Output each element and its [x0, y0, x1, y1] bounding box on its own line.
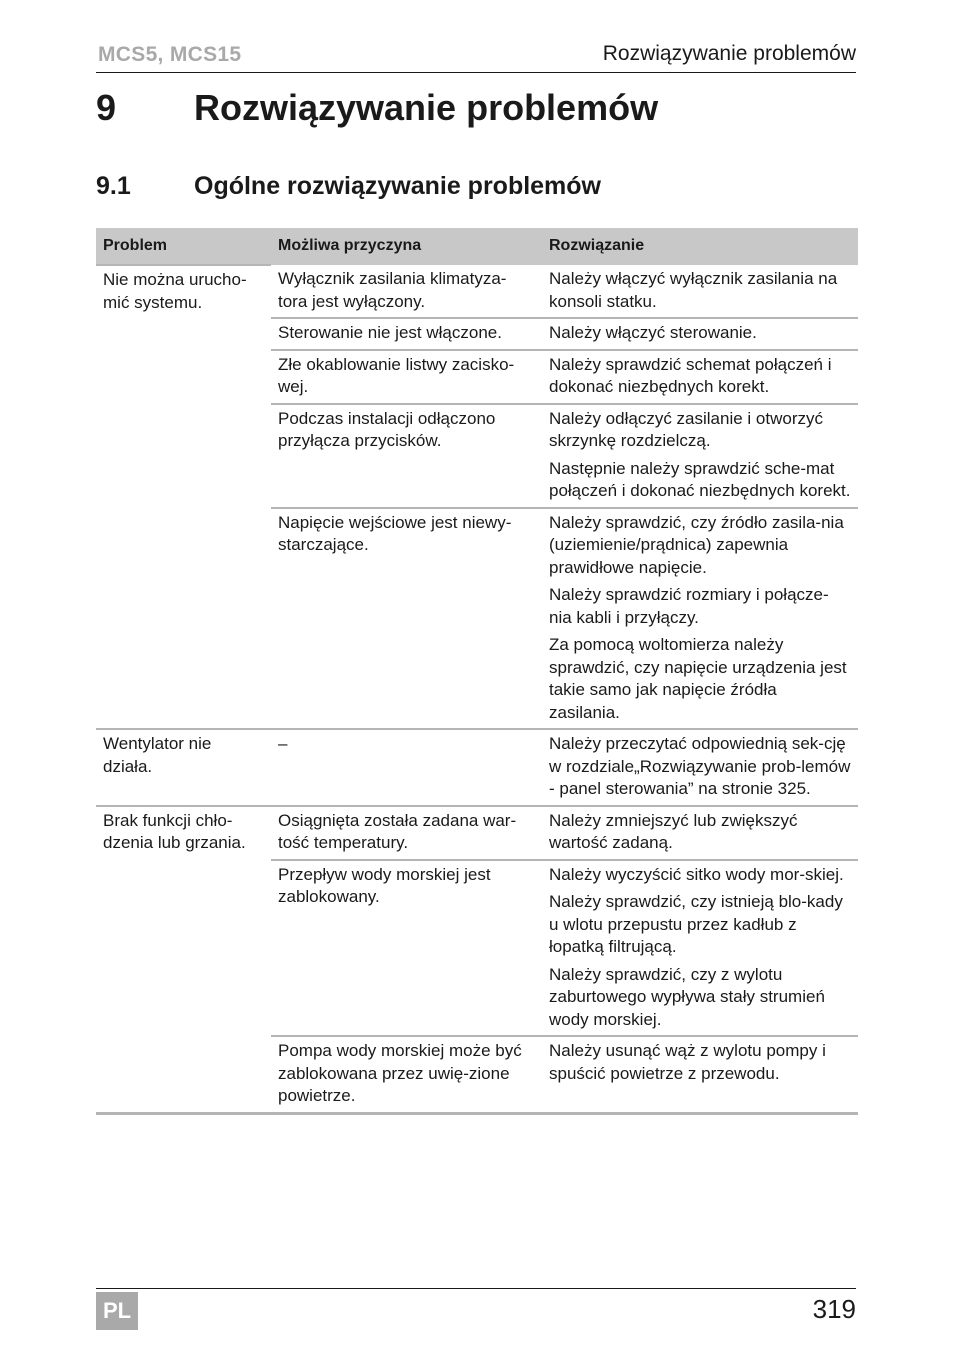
- problem-cell: Brak funkcji chło-dzenia lub grzania.: [96, 806, 271, 1114]
- troubleshooting-table: [96, 228, 858, 1115]
- solution-cell: [542, 729, 858, 806]
- solution-cell: [542, 860, 858, 1037]
- chapter-number: 9: [96, 87, 117, 128]
- solution-cell: [542, 806, 858, 860]
- solution-paragraph: Należy usunąć wąż z wylotu pompy i spuścić powietrze z przewodu.: [549, 1041, 826, 1083]
- cause-cell: –: [271, 729, 542, 806]
- page-header: [96, 40, 856, 73]
- problem-cell: Wentylator nie działa.: [96, 729, 271, 806]
- column-header-solution: Rozwiązanie: [542, 228, 858, 265]
- solution-paragraph: Należy sprawdzić, czy źródło zasila-nia (uziemienie/prądnica) zapewnia prawidłowe napięcie.: [549, 512, 844, 577]
- solution-cell: [542, 350, 858, 404]
- solution-paragraph: Za pomocą woltomierza należy sprawdzić, czy napięcie urządzenia jest takie samo jak napięcie źródła zasilania.: [549, 635, 847, 722]
- cause-cell: Osiągnięta została zadana war-tość temperatury.: [271, 806, 542, 860]
- subsection-title: Ogólne rozwiązywanie problemów: [194, 172, 602, 200]
- language-badge: PL: [96, 1292, 138, 1330]
- solution-cell: [542, 1036, 858, 1113]
- page-footer: [96, 1288, 856, 1324]
- running-section-title: Rozwiązywanie problemów: [602, 42, 856, 65]
- page-number: 319: [812, 1294, 856, 1324]
- solution-paragraph: Należy włączyć sterowanie.: [549, 323, 757, 342]
- solution-paragraph: Należy odłączyć zasilanie i otworzyć skrzynkę rozdzielczą.: [549, 408, 823, 450]
- column-header-cause: Możliwa przyczyna: [271, 228, 542, 265]
- cause-cell: Złe okablowanie listwy zacisko-wej.: [271, 350, 542, 404]
- subsection-number: 9.1: [96, 172, 131, 200]
- table-row: [96, 265, 858, 318]
- table-row: [96, 806, 858, 860]
- table-row: [96, 729, 858, 806]
- model-name: MCS5, MCS15: [98, 43, 242, 66]
- problem-cell: Nie można urucho-mić systemu.: [96, 265, 271, 729]
- cause-cell: Wyłącznik zasilania klimatyza-tora jest wyłączony.: [278, 269, 507, 311]
- solution-cell: [542, 318, 858, 350]
- cause-cell: Przepływ wody morskiej jest zablokowany.: [271, 860, 542, 1037]
- table-header-row: [96, 228, 858, 265]
- cause-cell: Napięcie wejściowe jest niewy-starczające.: [271, 508, 542, 730]
- cause-cell: Pompa wody morskiej może być zablokowana przez uwię-zione powietrze.: [271, 1036, 542, 1113]
- cause-cell: Sterowanie nie jest włączone.: [271, 318, 542, 350]
- cause-cell: Podczas instalacji odłączono przyłącza przycisków.: [271, 404, 542, 508]
- solution-paragraph: Należy sprawdzić schemat połączeń i dokonać niezbędnych korekt.: [549, 354, 832, 396]
- solution-paragraph: Należy sprawdzić, czy z wylotu zaburtowego wypływa stały strumień wody morskiej.: [549, 964, 825, 1029]
- solution-cell: [542, 508, 858, 730]
- solution-paragraph: Należy sprawdzić rozmiary i połącze-nia kabli i przyłączy.: [549, 585, 829, 627]
- chapter-title: Rozwiązywanie problemów: [194, 87, 659, 128]
- solution-paragraph: Należy sprawdzić, czy istnieją blo-kady u wlotu przepustu przez kadłub z łopatką filtrującą.: [549, 892, 843, 956]
- table-body: [96, 265, 858, 1113]
- solution-paragraph: Należy wyczyścić sitko wody mor-skiej.: [549, 864, 844, 884]
- solution-paragraph: Należy zmniejszyć lub zwiększyć wartość zadaną.: [549, 810, 798, 852]
- solution-cell: [542, 265, 858, 318]
- solution-paragraph: Następnie należy sprawdzić sche-mat połączeń i dokonać niezbędnych korekt.: [549, 458, 851, 500]
- column-header-problem: Problem: [96, 228, 271, 265]
- solution-paragraph: Należy przeczytać odpowiednią sek-cję w rozdziale„Rozwiązywanie prob-lemów - panel sterowania” na stronie 325.: [549, 734, 851, 798]
- solution-cell: [542, 404, 858, 508]
- solution-paragraph: Należy włączyć wyłącznik zasilania na konsoli statku.: [549, 269, 838, 311]
